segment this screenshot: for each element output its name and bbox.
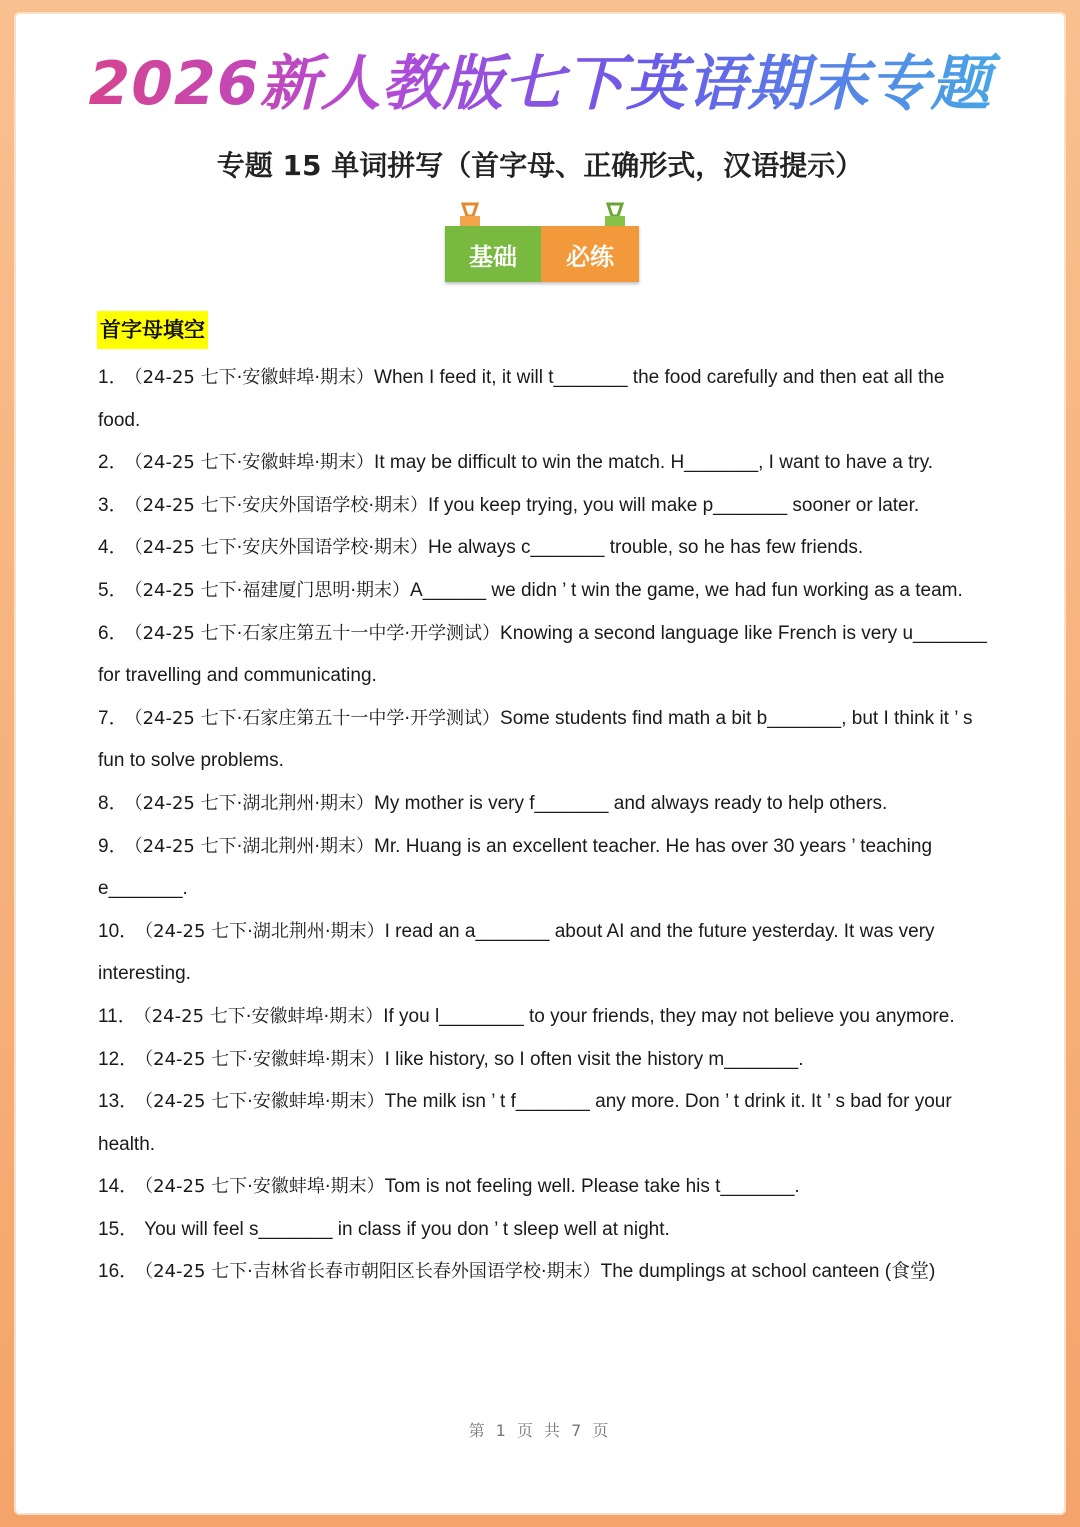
- question-item: [98, 357, 988, 442]
- question-item: [98, 1251, 988, 1294]
- section-title: 首字母填空: [97, 311, 208, 349]
- question-item: [98, 1166, 988, 1209]
- question-source: （24-25 七下·安徽蚌埠·期末）: [144, 1176, 385, 1198]
- question-source: （24-25 七下·安徽蚌埠·期末）: [142, 1005, 384, 1027]
- question-number: 8．: [98, 792, 128, 814]
- question-source: （24-25 七下·安徽蚌埠·期末）: [133, 367, 375, 388]
- badge-right-label: 必练: [541, 226, 639, 282]
- question-number: 14．: [98, 1176, 139, 1198]
- question-number: 10．: [98, 920, 139, 942]
- question-item: [98, 570, 988, 613]
- question-source: （24-25 七下·安徽蚌埠·期末）: [133, 452, 375, 474]
- question-item: [98, 527, 988, 570]
- badge-left-label: 基础: [445, 226, 541, 282]
- question-list: [98, 357, 988, 1294]
- question-source: （24-25 七下·福建厦门思明·期末）: [133, 579, 411, 601]
- question-number: 4．: [98, 537, 128, 559]
- question-item: [98, 485, 988, 528]
- question-source: （24-25 七下·石家庄第五十一中学·开学测试）: [133, 622, 501, 644]
- question-text: If you l________ to your friends, they may not believe you anymore.: [383, 1005, 955, 1027]
- question-text: My mother is very f_______ and always ready to help others.: [374, 792, 888, 814]
- question-text: Knowing a second language like French is very u_______ for travelling and communicating.: [98, 622, 987, 687]
- question-text: Mr. Huang is an excellent teacher. He has over 30 years ’ teaching e_______.: [98, 835, 933, 900]
- question-item: [98, 442, 988, 485]
- question-item: [98, 1039, 988, 1082]
- question-source: （24-25 七下·吉林省长春市朝阳区长春外国语学校·期末）: [144, 1261, 601, 1283]
- question-source: （24-25 七下·湖北荆州·期末）: [144, 920, 385, 942]
- question-text: You will feel s_______ in class if you don ’ t sleep well at night.: [144, 1218, 670, 1240]
- question-item: [98, 1209, 988, 1252]
- question-source: （24-25 七下·安庆外国语学校·期末）: [133, 494, 429, 516]
- question-text: I read an a_______ about AI and the future yesterday. It was very interesting.: [98, 920, 935, 985]
- question-number: 7．: [98, 707, 128, 729]
- question-text: If you keep trying, you will make p_______ sooner or later.: [428, 494, 920, 516]
- question-number: 16．: [98, 1261, 139, 1283]
- question-source: （24-25 七下·石家庄第五十一中学·开学测试）: [133, 707, 501, 729]
- question-number: 13．: [98, 1091, 139, 1113]
- question-item: [98, 783, 988, 826]
- question-number: 11．: [98, 1005, 137, 1027]
- question-text: I like history, so I often visit the history m_______.: [384, 1048, 804, 1070]
- question-number: 15．: [98, 1218, 139, 1240]
- question-source: （24-25 七下·湖北荆州·期末）: [133, 792, 375, 814]
- question-number: 9．: [98, 835, 128, 857]
- question-number: 3．: [98, 494, 128, 516]
- question-item: [98, 1081, 988, 1166]
- question-number: 5．: [98, 579, 128, 601]
- question-text: The dumplings at school canteen (食堂): [600, 1261, 936, 1283]
- question-item: [98, 826, 988, 911]
- question-source: （24-25 七下·安徽蚌埠·期末）: [144, 1048, 385, 1070]
- question-text: When I feed it, it will t_______ the food carefully and then eat all the food.: [98, 367, 945, 431]
- question-source: （24-25 七下·湖北荆州·期末）: [133, 835, 375, 857]
- question-number: 2．: [98, 452, 128, 474]
- question-number: 1．: [98, 367, 128, 388]
- question-text: The milk isn ’ t f_______ any more. Don ’ t drink it. It ’ s bad for your health.: [98, 1091, 952, 1155]
- basic-practice-badge: [445, 226, 639, 282]
- page-footer: 第 1 页 共 7 页: [468, 1421, 612, 1440]
- topic-subtitle: 专题 15 单词拼写（首字母、正确形式，汉语提示）: [216, 149, 864, 182]
- question-item: [98, 996, 988, 1039]
- question-source: （24-25 七下·安徽蚌埠·期末）: [144, 1091, 385, 1113]
- question-item: [98, 698, 988, 783]
- question-text: He always c_______ trouble, so he has few friends.: [428, 537, 864, 559]
- question-item: [98, 613, 988, 698]
- question-text: Tom is not feeling well. Please take his t_______.: [384, 1176, 800, 1198]
- question-text: Some students find math a bit b_______, but I think it ’ s fun to solve problems.: [98, 707, 973, 772]
- question-item: [98, 911, 988, 996]
- question-text: It may be difficult to win the match. H_______, I want to have a try.: [374, 452, 934, 474]
- question-source: （24-25 七下·安庆外国语学校·期末）: [133, 537, 429, 559]
- banner-title: 2026新人教版七下英语期末专题: [0, 36, 1080, 122]
- question-number: 12．: [98, 1048, 139, 1070]
- question-number: 6．: [98, 622, 128, 644]
- question-text: A______ we didn ’ t win the game, we had fun working as a team.: [410, 579, 963, 601]
